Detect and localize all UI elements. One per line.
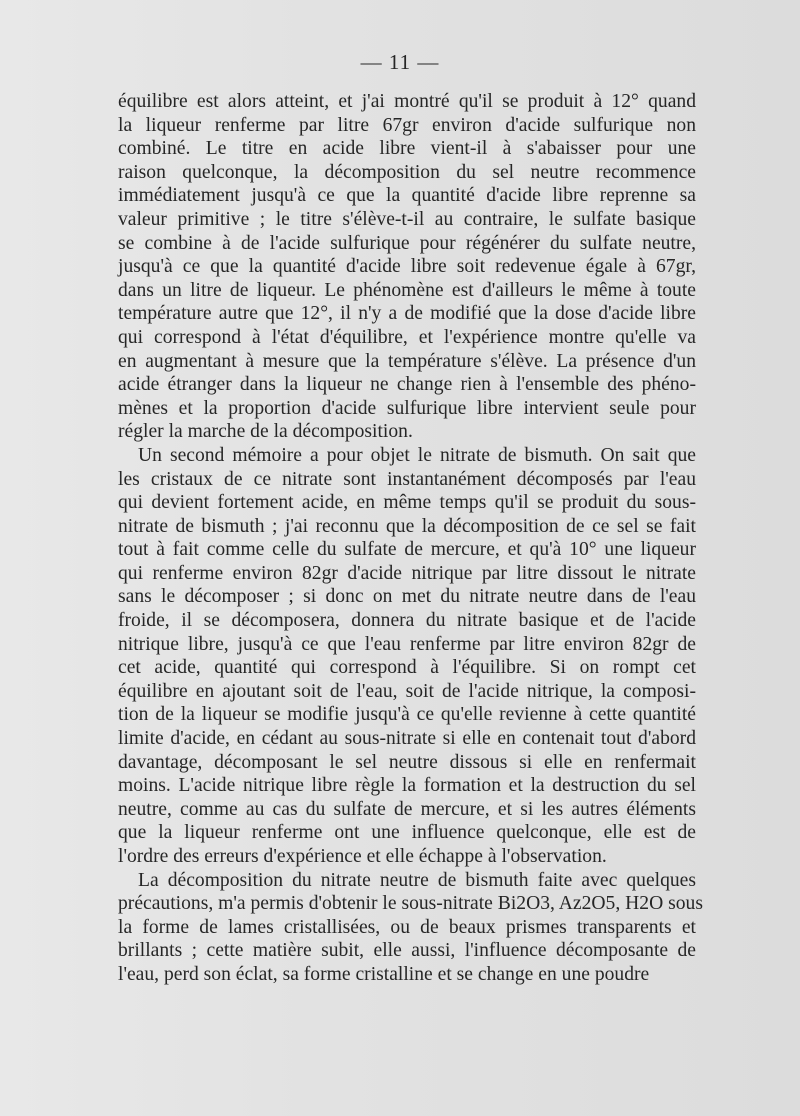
text-line: tout à fait comme celle du sulfate de mercure, et qu'à 10° une liqueur (118, 539, 696, 561)
paragraph (118, 444, 696, 869)
text-line: froide, il se décomposera, donnera du nitrate basique et de l'acide (118, 610, 696, 632)
text-line: cet acide, quantité qui correspond à l'équilibre. Si on rompt cet (118, 657, 696, 679)
text-line: limite d'acide, en cédant au sous-nitrate si elle en contenait tout d'abord (118, 728, 696, 750)
text-line: immédiatement jusqu'à ce que la quantité d'acide libre reprenne sa (118, 185, 696, 207)
text-line: Un second mémoire a pour objet le nitrate de bismuth. On sait que (138, 444, 696, 466)
text-line: que la liqueur renferme ont une influence quelconque, elle est de (118, 822, 696, 844)
text-line: tion de la liqueur se modifie jusqu'à ce qu'elle revienne à cette quantité (118, 704, 696, 726)
text-line: équilibre en ajoutant soit de l'eau, soit de l'acide nitrique, la composi- (118, 680, 696, 702)
text-line: qui devient fortement acide, en même temps qu'il se produit du sous- (118, 492, 696, 514)
text-line: davantage, décomposant le sel neutre dissous si elle en renfermait (118, 751, 696, 773)
text-line: se combine à de l'acide sulfurique pour régénérer du sulfate neutre, (118, 232, 696, 254)
text-line: valeur primitive ; le titre s'élève-t-il au contraire, le sulfate basique (118, 208, 696, 230)
text-line: équilibre est alors atteint, et j'ai montré qu'il se produit à 12° quand (118, 91, 696, 112)
text-line: l'eau, perd son éclat, sa forme cristalline et se change en une poudre (118, 963, 650, 985)
text-line: qui renferme environ 82gr d'acide nitrique par litre dissout le nitrate (118, 562, 696, 584)
body-text (118, 90, 703, 987)
text-line: moins. L'acide nitrique libre règle la formation et la destruction du sel (118, 775, 696, 797)
text-line: les cristaux de ce nitrate sont instantanément décomposés par l'eau (118, 468, 696, 490)
text-line: brillants ; cette matière subit, elle aussi, l'influence décomposante de (118, 940, 696, 962)
text-line: La décomposition du nitrate neutre de bismuth faite avec quelques (138, 869, 696, 891)
text-line: sans le décomposer ; si donc on met du nitrate neutre dans de l'eau (118, 586, 696, 608)
text-line: dans un litre de liqueur. Le phénomène est d'ailleurs le même à toute (118, 279, 696, 301)
text-line: jusqu'à ce que la quantité d'acide libre soit redevenue égale à 67gr, (118, 256, 696, 278)
text-line: neutre, comme au cas du sulfate de mercure, et si les autres éléments (118, 798, 696, 820)
text-line: la liqueur renferme par litre 67gr environ d'acide sulfurique non (118, 114, 696, 136)
text-line: combiné. Le titre en acide libre vient-il à s'abaisser pour une (118, 138, 696, 160)
text-line: raison quelconque, la décomposition du sel neutre recommence (118, 161, 696, 183)
text-line: qui correspond à l'état d'équilibre, et l'expérience montre qu'elle va (118, 326, 696, 348)
text-line: régler la marche de la décomposition. (118, 421, 413, 443)
text-line: mènes et la proportion d'acide sulfurique libre intervient seule pour (118, 397, 696, 419)
text-line: nitrate de bismuth ; j'ai reconnu que la décomposition de ce sel se fait (118, 515, 696, 537)
text-line: nitrique libre, jusqu'à ce que l'eau renferme par litre environ 82gr de (118, 633, 696, 655)
paragraph (118, 90, 696, 444)
paragraph (118, 869, 703, 987)
text-line: la forme de lames cristallisées, ou de beaux prismes transparents et (118, 916, 696, 938)
text-line: précautions, m'a permis d'obtenir le sous-nitrate Bi2O3, Az2O5, H2O sous (118, 893, 703, 915)
text-line: en augmentant à mesure que la température s'élève. La présence d'un (118, 350, 696, 372)
text-line: l'ordre des erreurs d'expérience et elle échappe à l'observation. (118, 846, 607, 867)
text-line: température autre que 12°, il n'y a de modifié que la dose d'acide libre (118, 303, 696, 325)
text-line: acide étranger dans la liqueur ne change rien à l'ensemble des phéno- (118, 374, 696, 396)
page-number: — 11 — (360, 50, 440, 74)
